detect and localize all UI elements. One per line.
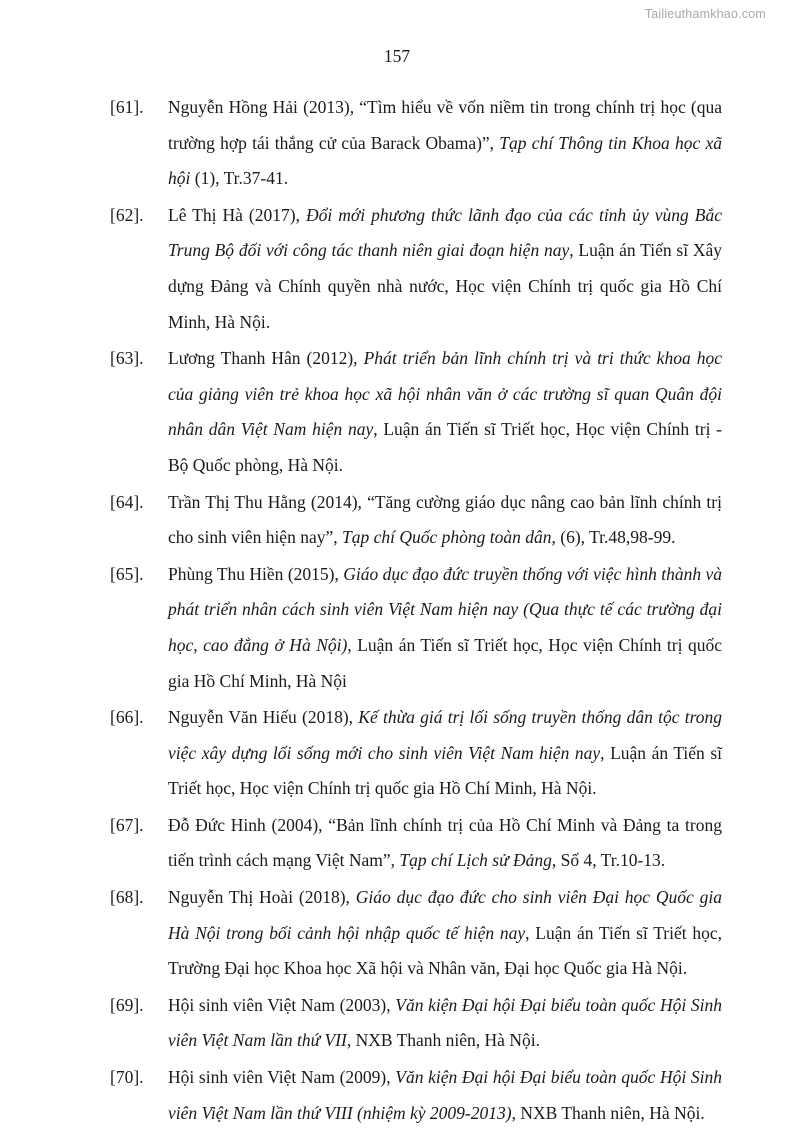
reference-text [168,485,722,556]
reference-title-italic: Giáo dục đạo đức truyền thống với việc hình thành và phát triển nhân cách sinh viên Việt Nam hiện nay (Qua thực tế các trường đại học, cao đẳng ở Hà Nội) [168,563,722,655]
reference-entry [110,988,722,1059]
reference-label: [61]. [110,97,144,117]
reference-title-italic: Tạp chí Lịch sử Đảng [399,850,552,871]
reference-text [168,1060,722,1131]
reference-entry [110,880,722,987]
reference-text [168,198,722,340]
reference-label: [69]. [110,994,144,1015]
reference-text [168,880,722,987]
reference-label: [67]. [110,814,144,835]
reference-text-segment: , Số 4, Tr.10-13. [551,850,666,871]
reference-label: [66]. [110,707,144,728]
reference-text-segment: Hội sinh viên Việt Nam (2003), [168,994,396,1015]
reference-text [168,808,722,879]
reference-entry [110,341,722,483]
reference-label: [68]. [110,887,144,908]
reference-title-italic: Văn kiện Đại hội Đại biểu toàn quốc Hội Sinh viên Việt Nam lần thứ VII [168,994,722,1051]
reference-text-segment: , NXB Thanh niên, Hà Nội. [346,1030,540,1051]
reference-entry [110,198,722,340]
reference-list [110,90,722,1132]
reference-text-segment: Lê Thị Hà (2017), [168,204,306,225]
reference-label: [63]. [110,348,144,369]
reference-text-segment: Nguyễn Hồng Hải (2013), “Tìm hiểu về vốn niềm tin trong chính trị học (qua trường hợp tái thắng cử của Barack Obama)”, [168,97,722,153]
reference-entry [110,485,722,556]
reference-text-segment: Lương Thanh Hân (2012), [168,348,364,369]
reference-entry [110,808,722,879]
reference-text-segment: Phùng Thu Hiền (2015), [168,563,344,584]
reference-text [168,341,722,483]
reference-text-segment: Hội sinh viên Việt Nam (2009), [168,1067,396,1088]
reference-label: [64]. [110,491,144,512]
reference-text [168,988,722,1059]
reference-title-italic: Kế thừa giá trị lối sống truyền thống dân tộc trong việc xây dựng lối sống mới cho sinh viên Việt Nam hiện nay [168,707,722,763]
reference-text [168,557,722,699]
reference-text-segment: , (6), Tr.48,98-99. [551,527,676,548]
reference-entry [110,557,722,699]
reference-entry [110,700,722,807]
reference-label: [62]. [110,204,144,225]
reference-text-segment: Nguyễn Văn Hiếu (2018), [168,707,359,728]
reference-text [168,700,722,807]
reference-text-segment: , Luận án Tiến sĩ Triết học, Học viện Chính trị quốc gia Hồ Chí Minh, Hà Nội [168,634,722,691]
reference-title-italic: Giáo dục đạo đức cho sinh viên Đại học Quốc gia Hà Nội trong bối cảnh hội nhập quốc tế hiện nay [168,887,722,943]
reference-entry [110,90,722,197]
reference-text-segment: , Luận án Tiến sĩ Triết học, Học viện Chính trị - Bộ Quốc phòng, Hà Nội. [168,419,723,475]
watermark-text: Tailieuthamkhao.com [644,7,766,21]
reference-text-segment: , NXB Thanh niên, Hà Nội. [511,1102,705,1123]
reference-entry [110,1060,722,1131]
reference-title-italic: Phát triển bản lĩnh chính trị và tri thức khoa học của giảng viên trẻ khoa học xã hội nhân văn ở các trường sĩ quan Quân đội nhân dân Việt Nam hiện nay [168,348,722,440]
reference-text-segment: (1), Tr.37-41. [190,168,289,189]
reference-title-italic: Đổi mới phương thức lãnh đạo của các tỉnh ủy vùng Bắc Trung Bộ đối với công tác thanh niên giai đoạn hiện nay [168,204,722,261]
reference-text-segment: , Luận án Tiến sĩ Triết học, Trường Đại học Khoa học Xã hội và Nhân văn, Đại học Quốc gia Hà Nội. [168,922,722,979]
reference-title-italic: Tạp chí Quốc phòng toàn dân [341,527,552,548]
reference-text-segment: Nguyễn Thị Hoài (2018), [168,887,356,908]
reference-text [168,90,722,197]
reference-text-segment: , Luận án Tiến sĩ Triết học, Học viện Chính trị quốc gia Hồ Chí Minh, Hà Nội. [168,742,722,799]
page-number: 157 [383,46,411,66]
reference-text-segment: Đỗ Đức Hinh (2004), “Bản lĩnh chính trị của Hồ Chí Minh và Đảng ta trong tiến trình cách mạng Việt Nam”, [168,814,722,871]
reference-title-italic: Tạp chí Thông tin Khoa học xã hội [168,132,722,189]
reference-text-segment: Trần Thị Thu Hằng (2014), “Tăng cường giáo dục nâng cao bản lĩnh chính trị cho sinh viên hiện nay”, [168,491,722,548]
reference-label: [70]. [110,1067,144,1088]
reference-text-segment: , Luận án Tiến sĩ Xây dựng Đảng và Chính quyền nhà nước, Học viện Chính trị quốc gia Hồ Chí Minh, Hà Nội. [168,240,722,332]
reference-label: [65]. [110,563,144,584]
reference-title-italic: Văn kiện Đại hội Đại biểu toàn quốc Hội Sinh viên Việt Nam lần thứ VIII (nhiệm kỳ 2009-2013) [168,1067,722,1123]
